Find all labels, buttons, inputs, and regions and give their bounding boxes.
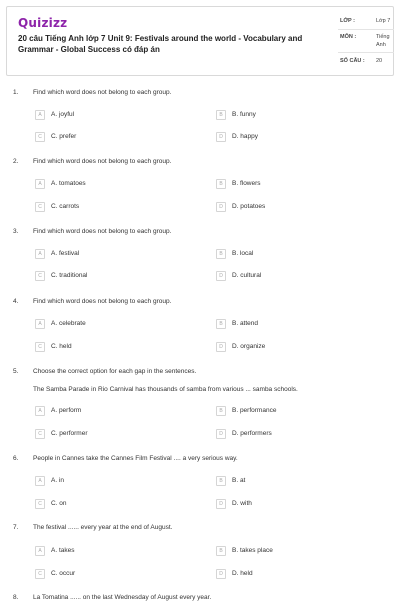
option-letter-box: A (35, 249, 45, 259)
question-number: 4. (13, 298, 19, 305)
option-letter-box: C (35, 499, 45, 509)
question-number: 8. (13, 594, 19, 601)
option-text: C. on (51, 500, 67, 507)
option-letter-box: C (35, 271, 45, 281)
option-text: A. in (51, 477, 65, 484)
option-text: B. flowers (232, 180, 261, 187)
option-letter-box: B (216, 546, 226, 556)
option-text: D. happy (232, 133, 259, 140)
question-text: Find which word does not belong to each group. (33, 298, 172, 305)
question-number: 5. (13, 368, 19, 375)
option-text: C. prefer (51, 133, 77, 140)
option-letter-box: D (216, 132, 226, 142)
option-letter-box: A (35, 406, 45, 416)
option-text: C. performer (51, 430, 88, 437)
option-text: C. carrots (51, 203, 80, 210)
option-text: B. funny (232, 111, 256, 118)
subject-value-line2: Anh (376, 42, 386, 48)
option-letter-box: C (35, 342, 45, 352)
option-text: D. potatoes (232, 203, 266, 210)
option-text: A. celebrate (51, 320, 86, 327)
option-text: B. takes place (232, 547, 273, 554)
option-letter-box: C (35, 429, 45, 439)
option-text: D. performers (232, 430, 272, 437)
question-subtext: The Samba Parade in Rio Carnival has thousands of samba from various ... samba schools. (33, 386, 298, 393)
question-number: 6. (13, 455, 19, 462)
worksheet-header (6, 6, 394, 76)
subject-value-line1: Tiếng (376, 34, 390, 40)
subject-label: MÔN : (340, 34, 357, 40)
option-text: D. with (232, 500, 252, 507)
option-text: C. occur (51, 570, 76, 577)
option-letter-box: D (216, 202, 226, 212)
option-text: D. cultural (232, 272, 262, 279)
question-number: 3. (13, 228, 19, 235)
option-letter-box: B (216, 249, 226, 259)
option-letter-box: D (216, 271, 226, 281)
question-text: Find which word does not belong to each group. (33, 158, 172, 165)
option-text: C. held (51, 343, 72, 350)
option-letter-box: B (216, 110, 226, 120)
question-text: Find which word does not belong to each group. (33, 89, 172, 96)
option-text: B. local (232, 250, 254, 257)
question-number: 2. (13, 158, 19, 165)
option-letter-box: D (216, 569, 226, 579)
option-letter-box: B (216, 319, 226, 329)
option-letter-box: C (35, 202, 45, 212)
option-text: B. at (232, 477, 246, 484)
question-text: Find which word does not belong to each group. (33, 228, 172, 235)
question-text: La Tomatina ...... on the last Wednesday of August every year. (33, 594, 212, 601)
option-text: A. perform (51, 407, 82, 414)
question-text: Choose the correct option for each gap in the sentences. (33, 368, 197, 375)
quizizz-logo: Quizizz (18, 16, 68, 30)
option-letter-box: A (35, 179, 45, 189)
divider (338, 52, 394, 53)
option-letter-box: C (35, 132, 45, 142)
option-text: C. traditional (51, 272, 88, 279)
question-text: The festival ...... every year at the end of August. (33, 524, 173, 531)
option-letter-box: D (216, 342, 226, 352)
option-letter-box: C (35, 569, 45, 579)
class-value: Lớp 7 (376, 18, 391, 24)
option-text: B. performance (232, 407, 277, 414)
option-letter-box: D (216, 429, 226, 439)
option-letter-box: A (35, 476, 45, 486)
divider (338, 29, 394, 30)
class-label: LỚP : (340, 18, 355, 24)
option-letter-box: B (216, 476, 226, 486)
question-number: 1. (13, 89, 19, 96)
option-text: A. festival (51, 250, 80, 257)
option-letter-box: A (35, 110, 45, 120)
option-text: D. held (232, 570, 253, 577)
option-text: A. tomatoes (51, 180, 86, 187)
question-text: People in Cannes take the Cannes Film Festival .... a very serious way. (33, 455, 238, 462)
option-text: A. joyful (51, 111, 75, 118)
question-count-label: SỐ CÂU : (340, 58, 365, 64)
option-letter-box: B (216, 179, 226, 189)
option-letter-box: B (216, 406, 226, 416)
option-text: A. takes (51, 547, 75, 554)
option-letter-box: A (35, 319, 45, 329)
option-text: D. organize (232, 343, 266, 350)
option-letter-box: D (216, 499, 226, 509)
option-text: B. attend (232, 320, 259, 327)
option-letter-box: A (35, 546, 45, 556)
worksheet-title: 20 câu Tiếng Anh lớp 7 Unit 9: Festivals around the world - Vocabulary and Grammar - Global Success có đáp án (18, 34, 303, 54)
question-number: 7. (13, 524, 19, 531)
question-count-value: 20 (376, 58, 383, 64)
